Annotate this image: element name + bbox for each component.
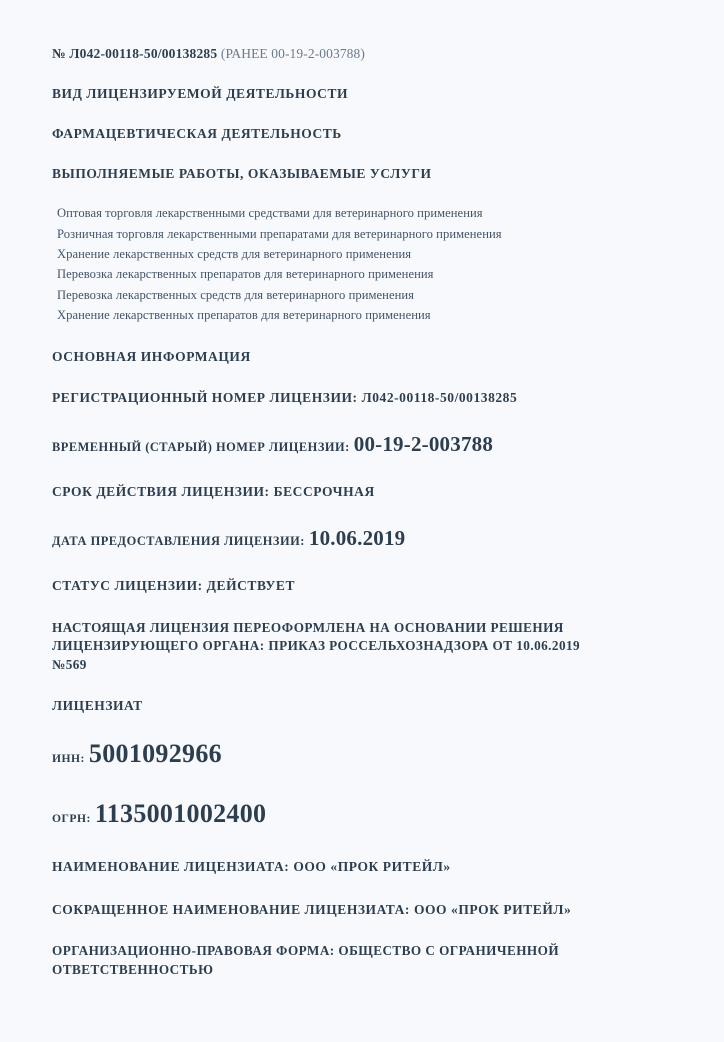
old-number-row — [52, 431, 672, 458]
list-item: Перевозка лекарственных средств для ветеринарного применения — [57, 287, 415, 302]
issue-date-value: 10.06.2019 — [308, 525, 406, 550]
licensee-name-value: ООО «ПРОК РИТЕЙЛ» — [293, 858, 451, 874]
activity-name: ФАРМАЦЕВТИЧЕСКАЯ ДЕЯТЕЛЬНОСТЬ — [52, 125, 342, 141]
old-number-value: 00-19-2-003788 — [353, 431, 494, 456]
legal-form-label: ОРГАНИЗАЦИОННО-ПРАВОВАЯ ФОРМА: — [52, 943, 335, 959]
issue-date-label: ДАТА ПРЕДОСТАВЛЕНИЯ ЛИЦЕНЗИИ: — [52, 533, 305, 548]
works-section-heading: ВЫПОЛНЯЕМЫЕ РАБОТЫ, ОКАЗЫВАЕМЫЕ УСЛУГИ — [52, 165, 432, 181]
previous-number-note: (РАНЕЕ 00-19-2-003788) — [220, 46, 365, 61]
old-number-label: ВРЕМЕННЫЙ (СТАРЫЙ) НОМЕР ЛИЦЕНЗИИ: — [52, 439, 350, 454]
status-row — [52, 576, 672, 597]
licensee-heading: ЛИЦЕНЗИАТ — [52, 697, 143, 713]
list-item: Розничная торговля лекарственными препаратами для ветеринарного применения — [57, 226, 502, 241]
legal-form-row — [52, 942, 612, 979]
status-value: ДЕЙСТВУЕТ — [206, 577, 295, 593]
ogrn-value: 1135001002400 — [94, 798, 267, 828]
validity-value: БЕССРОЧНАЯ — [273, 483, 375, 499]
ogrn-row — [52, 797, 672, 831]
list-item: Хранение лекарственных средств для ветеринарного применения — [57, 246, 412, 261]
registration-number-value: Л042-00118-50/00138285 — [361, 389, 518, 405]
licensee-short-name-value: ООО «ПРОК РИТЕЙЛ» — [413, 901, 572, 917]
works-list — [52, 203, 672, 325]
inn-label: ИНН: — [52, 752, 85, 766]
list-item: Перевозка лекарственных препаратов для ветеринарного применения — [57, 267, 434, 282]
inn-row — [52, 737, 672, 771]
number-sign: № — [52, 46, 66, 61]
licensee-name-label: НАИМЕНОВАНИЕ ЛИЦЕНЗИАТА: — [52, 858, 290, 874]
main-info-heading: ОСНОВНАЯ ИНФОРМАЦИЯ — [52, 348, 251, 364]
licensee-name-row — [52, 857, 672, 878]
registration-number-label: РЕГИСТРАЦИОННЫЙ НОМЕР ЛИЦЕНЗИИ: — [52, 389, 358, 405]
status-label: СТАТУС ЛИЦЕНЗИИ: — [52, 577, 203, 593]
legal-form-value: ОБЩЕСТВО С ОГРАНИЧЕННОЙ ОТВЕТСТВЕННОСТЬЮ — [52, 943, 560, 978]
ogrn-label: ОГРН: — [52, 811, 91, 825]
activity-section-heading: ВИД ЛИЦЕНЗИРУЕМОЙ ДЕЯТЕЛЬНОСТИ — [52, 85, 349, 101]
registration-number-row — [52, 388, 672, 409]
validity-row — [52, 482, 672, 503]
reissue-note: НАСТОЯЩАЯ ЛИЦЕНЗИЯ ПЕРЕОФОРМЛЕНА НА ОСНОВАНИИ РЕШЕНИЯ ЛИЦЕНЗИРУЮЩЕГО ОРГАНА: ПРИКАЗ РОССЕЛЬХОЗНАДЗОРА ОТ 10.06.2019 №569 — [52, 619, 581, 673]
licensee-short-name-label: СОКРАЩЕННОЕ НАИМЕНОВАНИЕ ЛИЦЕНЗИАТА: — [52, 901, 410, 917]
list-item: Хранение лекарственных препаратов для ветеринарного применения — [57, 308, 431, 323]
document-number-line — [52, 45, 672, 63]
inn-value: 5001092966 — [88, 739, 222, 769]
issue-date-row — [52, 525, 672, 552]
validity-label: СРОК ДЕЙСТВИЯ ЛИЦЕНЗИИ: — [52, 483, 270, 499]
licensee-short-name-row — [52, 900, 672, 921]
list-item: Оптовая торговля лекарственными средствами для ветеринарного применения — [57, 206, 483, 221]
license-number: Л042-00118-50/00138285 — [69, 46, 218, 61]
